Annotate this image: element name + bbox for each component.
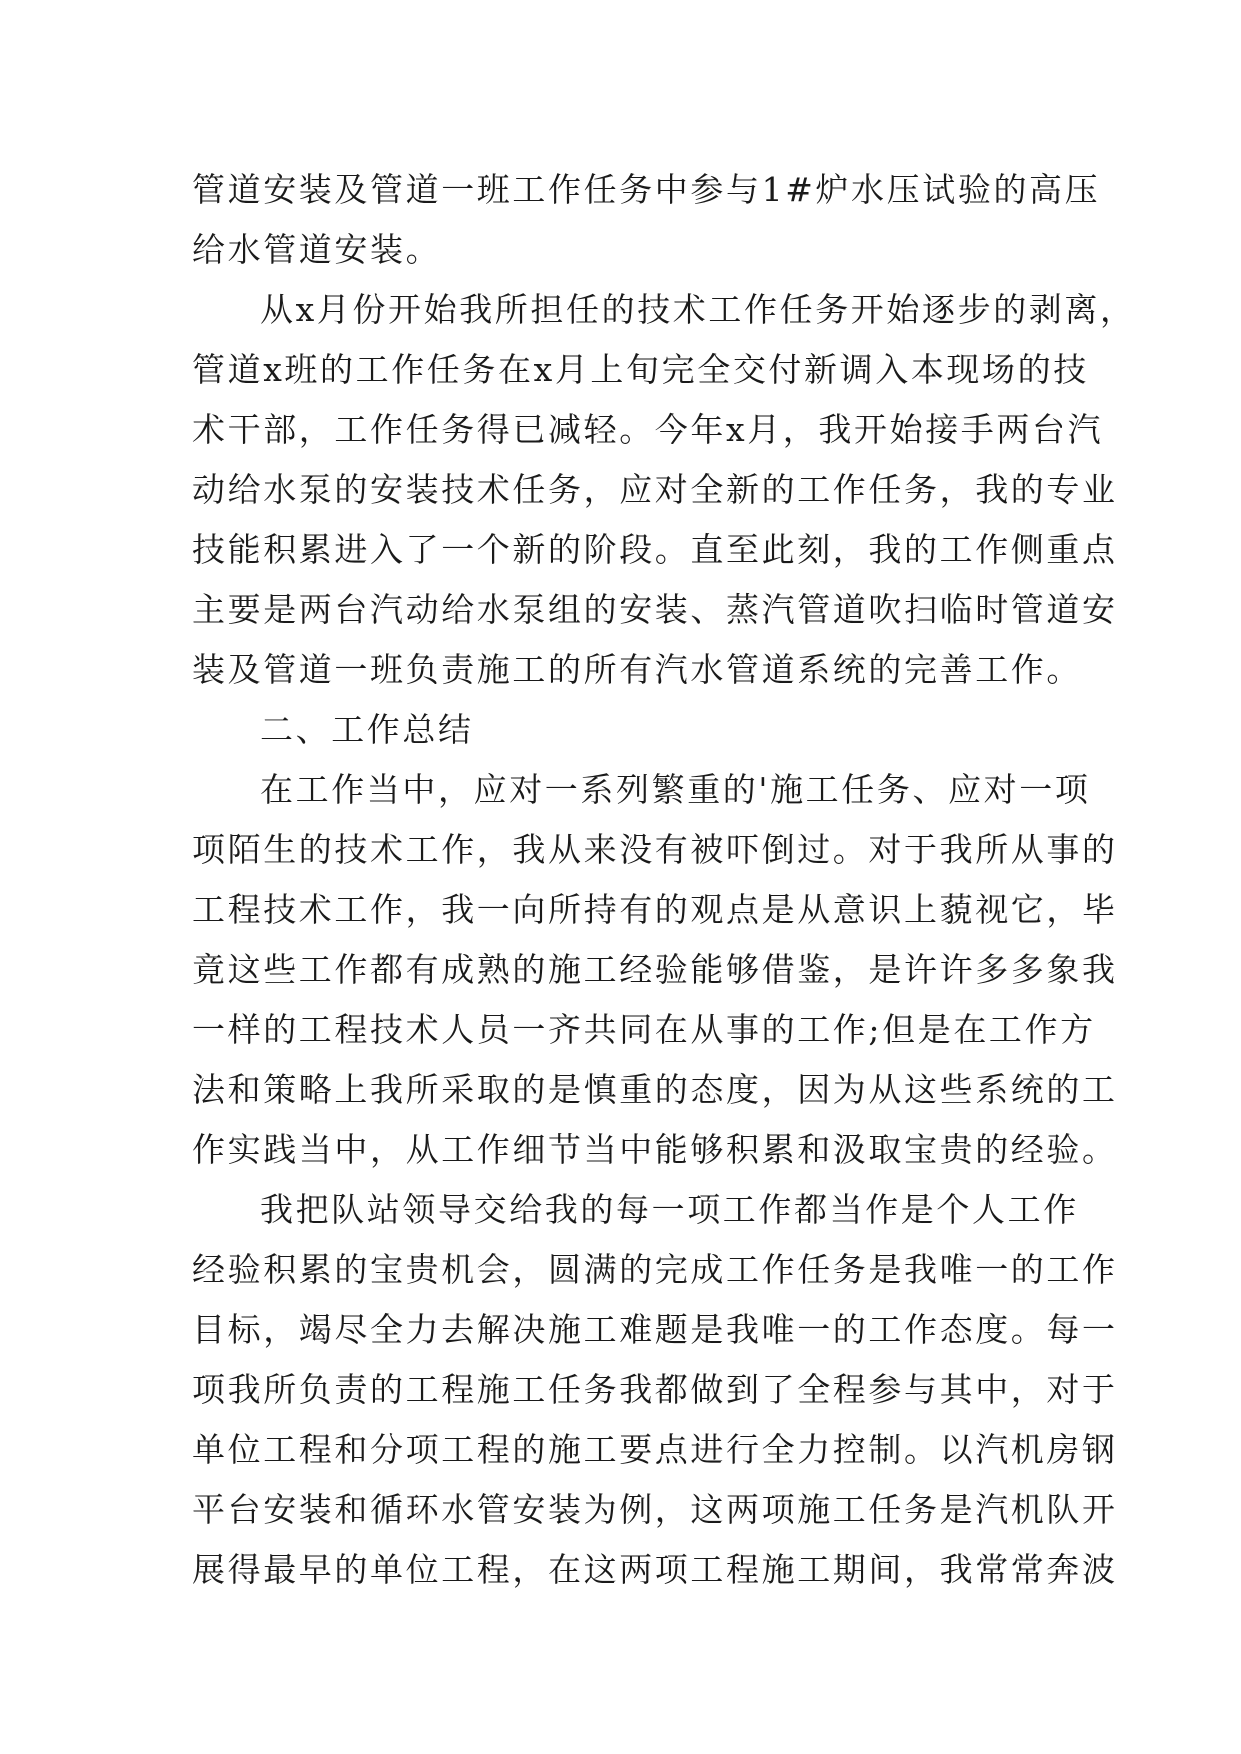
text-line: 经验积累的宝贵机会，圆满的完成工作任务是我唯一的工作 bbox=[192, 1250, 1118, 1289]
text-line: 术干部，工作任务得已减轻。今年x月，我开始接手两台汽 bbox=[192, 410, 1104, 449]
text-line: 作实践当中，从工作细节当中能够积累和汲取宝贵的经验。 bbox=[192, 1130, 1118, 1169]
text-line: 项我所负责的工程施工任务我都做到了全程参与其中，对于 bbox=[192, 1370, 1118, 1409]
text-line: 竟这些工作都有成熟的施工经验能够借鉴，是许许多多象我 bbox=[192, 950, 1118, 989]
text-line: 展得最早的单位工程，在这两项工程施工期间，我常常奔波 bbox=[192, 1550, 1118, 1589]
text-line: 主要是两台汽动给水泵组的安装、蒸汽管道吹扫临时管道安 bbox=[192, 590, 1118, 629]
text-line: 在工作当中，应对一系列繁重的'施工任务、应对一项 bbox=[260, 770, 1091, 809]
text-line: 二、工作总结 bbox=[260, 710, 474, 749]
text-line: 管道安装及管道一班工作任务中参与1#炉水压试验的高压 bbox=[192, 170, 1101, 209]
text-line: 项陌生的技术工作，我从来没有被吓倒过。对于我所从事的 bbox=[192, 830, 1118, 869]
text-line: 管道x班的工作任务在x月上旬完全交付新调入本现场的技 bbox=[192, 350, 1089, 389]
text-line: 工程技术工作，我一向所持有的观点是从意识上藐视它，毕 bbox=[192, 890, 1118, 929]
text-line: 给水管道安装。 bbox=[192, 230, 442, 269]
text-line: 目标，竭尽全力去解决施工难题是我唯一的工作态度。每一 bbox=[192, 1310, 1118, 1349]
text-line: 一样的工程技术人员一齐共同在从事的工作;但是在工作方 bbox=[192, 1010, 1096, 1049]
text-line: 平台安装和循环水管安装为例，这两项施工任务是汽机队开 bbox=[192, 1490, 1118, 1529]
text-line: 从x月份开始我所担任的技术工作任务开始逐步的剥离， bbox=[260, 290, 1136, 329]
text-line: 我把队站领导交给我的每一项工作都当作是个人工作 bbox=[260, 1190, 1079, 1229]
text-line: 法和策略上我所采取的是慎重的态度，因为从这些系统的工 bbox=[192, 1070, 1118, 1109]
text-line: 动给水泵的安装技术任务，应对全新的工作任务，我的专业 bbox=[192, 470, 1118, 509]
document-body bbox=[192, 160, 1136, 1600]
text-line: 单位工程和分项工程的施工要点进行全力控制。以汽机房钢 bbox=[192, 1430, 1118, 1469]
text-line: 装及管道一班负责施工的所有汽水管道系统的完善工作。 bbox=[192, 650, 1082, 689]
text-line: 技能积累进入了一个新的阶段。直至此刻，我的工作侧重点 bbox=[192, 530, 1118, 569]
